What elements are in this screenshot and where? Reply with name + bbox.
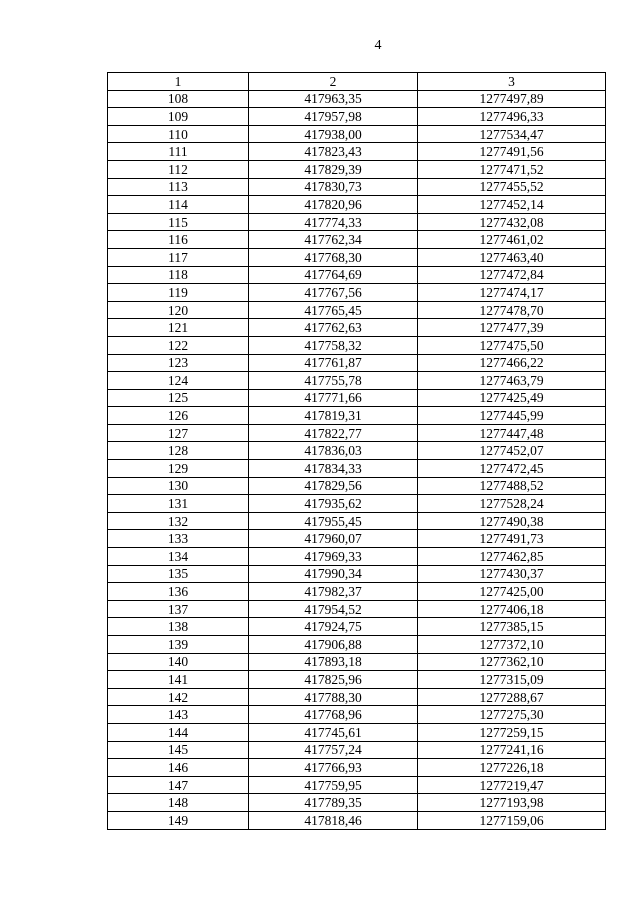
table-row (108, 125, 606, 143)
y-coordinate-cell: 1277471,52 (418, 160, 606, 178)
x-coordinate-cell: 417830,73 (249, 178, 418, 196)
point-number-cell: 124 (108, 372, 249, 390)
x-coordinate-cell: 417963,35 (249, 90, 418, 108)
table-row (108, 671, 606, 689)
y-coordinate-cell: 1277219,47 (418, 776, 606, 794)
y-coordinate-cell: 1277445,99 (418, 407, 606, 425)
point-number-cell: 147 (108, 776, 249, 794)
x-coordinate-cell: 417758,32 (249, 336, 418, 354)
point-number-cell: 110 (108, 125, 249, 143)
x-coordinate-cell: 417766,93 (249, 759, 418, 777)
y-coordinate-cell: 1277288,67 (418, 688, 606, 706)
table-row (108, 196, 606, 214)
y-coordinate-cell: 1277406,18 (418, 600, 606, 618)
y-coordinate-cell: 1277472,84 (418, 266, 606, 284)
point-number-cell: 109 (108, 108, 249, 126)
column-header-x: 2 (249, 73, 418, 91)
x-coordinate-cell: 417789,35 (249, 794, 418, 812)
x-coordinate-cell: 417829,56 (249, 477, 418, 495)
y-coordinate-cell: 1277385,15 (418, 618, 606, 636)
column-header-point: 1 (108, 73, 249, 91)
table-row (108, 90, 606, 108)
y-coordinate-cell: 1277425,00 (418, 583, 606, 601)
x-coordinate-cell: 417982,37 (249, 583, 418, 601)
y-coordinate-cell: 1277491,56 (418, 143, 606, 161)
x-coordinate-cell: 417829,39 (249, 160, 418, 178)
x-coordinate-cell: 417788,30 (249, 688, 418, 706)
table-row (108, 460, 606, 478)
x-coordinate-cell: 417774,33 (249, 213, 418, 231)
x-coordinate-cell: 417893,18 (249, 653, 418, 671)
table-row (108, 213, 606, 231)
y-coordinate-cell: 1277474,17 (418, 284, 606, 302)
table-row (108, 284, 606, 302)
point-number-cell: 136 (108, 583, 249, 601)
y-coordinate-cell: 1277475,50 (418, 336, 606, 354)
x-coordinate-cell: 417768,96 (249, 706, 418, 724)
table-row (108, 548, 606, 566)
point-number-cell: 142 (108, 688, 249, 706)
y-coordinate-cell: 1277430,37 (418, 565, 606, 583)
y-coordinate-cell: 1277372,10 (418, 636, 606, 654)
x-coordinate-cell: 417935,62 (249, 495, 418, 513)
table-row (108, 583, 606, 601)
table-row (108, 336, 606, 354)
y-coordinate-cell: 1277193,98 (418, 794, 606, 812)
y-coordinate-cell: 1277447,48 (418, 424, 606, 442)
table-row (108, 512, 606, 530)
point-number-cell: 116 (108, 231, 249, 249)
point-number-cell: 130 (108, 477, 249, 495)
y-coordinate-cell: 1277159,06 (418, 811, 606, 829)
y-coordinate-cell: 1277478,70 (418, 301, 606, 319)
table-row (108, 600, 606, 618)
x-coordinate-cell: 417957,98 (249, 108, 418, 126)
table-row (108, 424, 606, 442)
page-number: 4 (374, 38, 382, 53)
y-coordinate-cell: 1277315,09 (418, 671, 606, 689)
point-number-cell: 128 (108, 442, 249, 460)
point-number-cell: 137 (108, 600, 249, 618)
point-number-cell: 145 (108, 741, 249, 759)
column-header-y: 3 (418, 73, 606, 91)
y-coordinate-cell: 1277452,07 (418, 442, 606, 460)
y-coordinate-cell: 1277432,08 (418, 213, 606, 231)
point-number-cell: 129 (108, 460, 249, 478)
y-coordinate-cell: 1277452,14 (418, 196, 606, 214)
x-coordinate-cell: 417954,52 (249, 600, 418, 618)
y-coordinate-cell: 1277455,52 (418, 178, 606, 196)
y-coordinate-cell: 1277275,30 (418, 706, 606, 724)
point-number-cell: 120 (108, 301, 249, 319)
table-row (108, 636, 606, 654)
table-row (108, 811, 606, 829)
x-coordinate-cell: 417757,24 (249, 741, 418, 759)
y-coordinate-cell: 1277491,73 (418, 530, 606, 548)
x-coordinate-cell: 417820,96 (249, 196, 418, 214)
y-coordinate-cell: 1277472,45 (418, 460, 606, 478)
point-number-cell: 126 (108, 407, 249, 425)
y-coordinate-cell: 1277497,89 (418, 90, 606, 108)
y-coordinate-cell: 1277534,47 (418, 125, 606, 143)
y-coordinate-cell: 1277463,79 (418, 372, 606, 390)
point-number-cell: 115 (108, 213, 249, 231)
point-number-cell: 113 (108, 178, 249, 196)
point-number-cell: 112 (108, 160, 249, 178)
x-coordinate-cell: 417745,61 (249, 723, 418, 741)
table-row (108, 741, 606, 759)
y-coordinate-cell: 1277477,39 (418, 319, 606, 337)
table-header-row (108, 73, 606, 91)
y-coordinate-cell: 1277528,24 (418, 495, 606, 513)
x-coordinate-cell: 417969,33 (249, 548, 418, 566)
y-coordinate-cell: 1277490,38 (418, 512, 606, 530)
table-row (108, 372, 606, 390)
point-number-cell: 123 (108, 354, 249, 372)
table-row (108, 301, 606, 319)
table-row (108, 231, 606, 249)
coordinates-table (107, 72, 606, 830)
point-number-cell: 135 (108, 565, 249, 583)
point-number-cell: 108 (108, 90, 249, 108)
x-coordinate-cell: 417762,63 (249, 319, 418, 337)
y-coordinate-cell: 1277463,40 (418, 248, 606, 266)
table-row (108, 776, 606, 794)
x-coordinate-cell: 417761,87 (249, 354, 418, 372)
point-number-cell: 114 (108, 196, 249, 214)
point-number-cell: 122 (108, 336, 249, 354)
table-row (108, 653, 606, 671)
point-number-cell: 140 (108, 653, 249, 671)
y-coordinate-cell: 1277496,33 (418, 108, 606, 126)
table-row (108, 319, 606, 337)
table-body (108, 90, 606, 829)
point-number-cell: 117 (108, 248, 249, 266)
x-coordinate-cell: 417818,46 (249, 811, 418, 829)
table-row (108, 565, 606, 583)
point-number-cell: 131 (108, 495, 249, 513)
x-coordinate-cell: 417955,45 (249, 512, 418, 530)
point-number-cell: 111 (108, 143, 249, 161)
x-coordinate-cell: 417924,75 (249, 618, 418, 636)
x-coordinate-cell: 417765,45 (249, 301, 418, 319)
table-row (108, 495, 606, 513)
table-row (108, 160, 606, 178)
x-coordinate-cell: 417762,34 (249, 231, 418, 249)
point-number-cell: 118 (108, 266, 249, 284)
point-number-cell: 139 (108, 636, 249, 654)
y-coordinate-cell: 1277488,52 (418, 477, 606, 495)
table-row (108, 248, 606, 266)
x-coordinate-cell: 417755,78 (249, 372, 418, 390)
point-number-cell: 125 (108, 389, 249, 407)
x-coordinate-cell: 417990,34 (249, 565, 418, 583)
table-row (108, 723, 606, 741)
table-row (108, 477, 606, 495)
table-row (108, 354, 606, 372)
point-number-cell: 119 (108, 284, 249, 302)
table-row (108, 266, 606, 284)
x-coordinate-cell: 417823,43 (249, 143, 418, 161)
point-number-cell: 148 (108, 794, 249, 812)
y-coordinate-cell: 1277425,49 (418, 389, 606, 407)
y-coordinate-cell: 1277259,15 (418, 723, 606, 741)
table-row (108, 530, 606, 548)
x-coordinate-cell: 417764,69 (249, 266, 418, 284)
x-coordinate-cell: 417771,66 (249, 389, 418, 407)
y-coordinate-cell: 1277241,16 (418, 741, 606, 759)
point-number-cell: 138 (108, 618, 249, 636)
y-coordinate-cell: 1277462,85 (418, 548, 606, 566)
point-number-cell: 141 (108, 671, 249, 689)
x-coordinate-cell: 417938,00 (249, 125, 418, 143)
x-coordinate-cell: 417836,03 (249, 442, 418, 460)
point-number-cell: 132 (108, 512, 249, 530)
point-number-cell: 144 (108, 723, 249, 741)
table-row (108, 108, 606, 126)
x-coordinate-cell: 417834,33 (249, 460, 418, 478)
x-coordinate-cell: 417819,31 (249, 407, 418, 425)
table-row (108, 759, 606, 777)
x-coordinate-cell: 417960,07 (249, 530, 418, 548)
point-number-cell: 146 (108, 759, 249, 777)
point-number-cell: 127 (108, 424, 249, 442)
table-row (108, 442, 606, 460)
table-row (108, 389, 606, 407)
x-coordinate-cell: 417759,95 (249, 776, 418, 794)
x-coordinate-cell: 417768,30 (249, 248, 418, 266)
table-row (108, 618, 606, 636)
table-row (108, 688, 606, 706)
table-row (108, 407, 606, 425)
x-coordinate-cell: 417825,96 (249, 671, 418, 689)
point-number-cell: 133 (108, 530, 249, 548)
table-row (108, 706, 606, 724)
x-coordinate-cell: 417767,56 (249, 284, 418, 302)
point-number-cell: 143 (108, 706, 249, 724)
y-coordinate-cell: 1277461,02 (418, 231, 606, 249)
table-row (108, 178, 606, 196)
y-coordinate-cell: 1277362,10 (418, 653, 606, 671)
table-row (108, 143, 606, 161)
x-coordinate-cell: 417822,77 (249, 424, 418, 442)
point-number-cell: 121 (108, 319, 249, 337)
point-number-cell: 149 (108, 811, 249, 829)
table-row (108, 794, 606, 812)
point-number-cell: 134 (108, 548, 249, 566)
y-coordinate-cell: 1277226,18 (418, 759, 606, 777)
x-coordinate-cell: 417906,88 (249, 636, 418, 654)
y-coordinate-cell: 1277466,22 (418, 354, 606, 372)
